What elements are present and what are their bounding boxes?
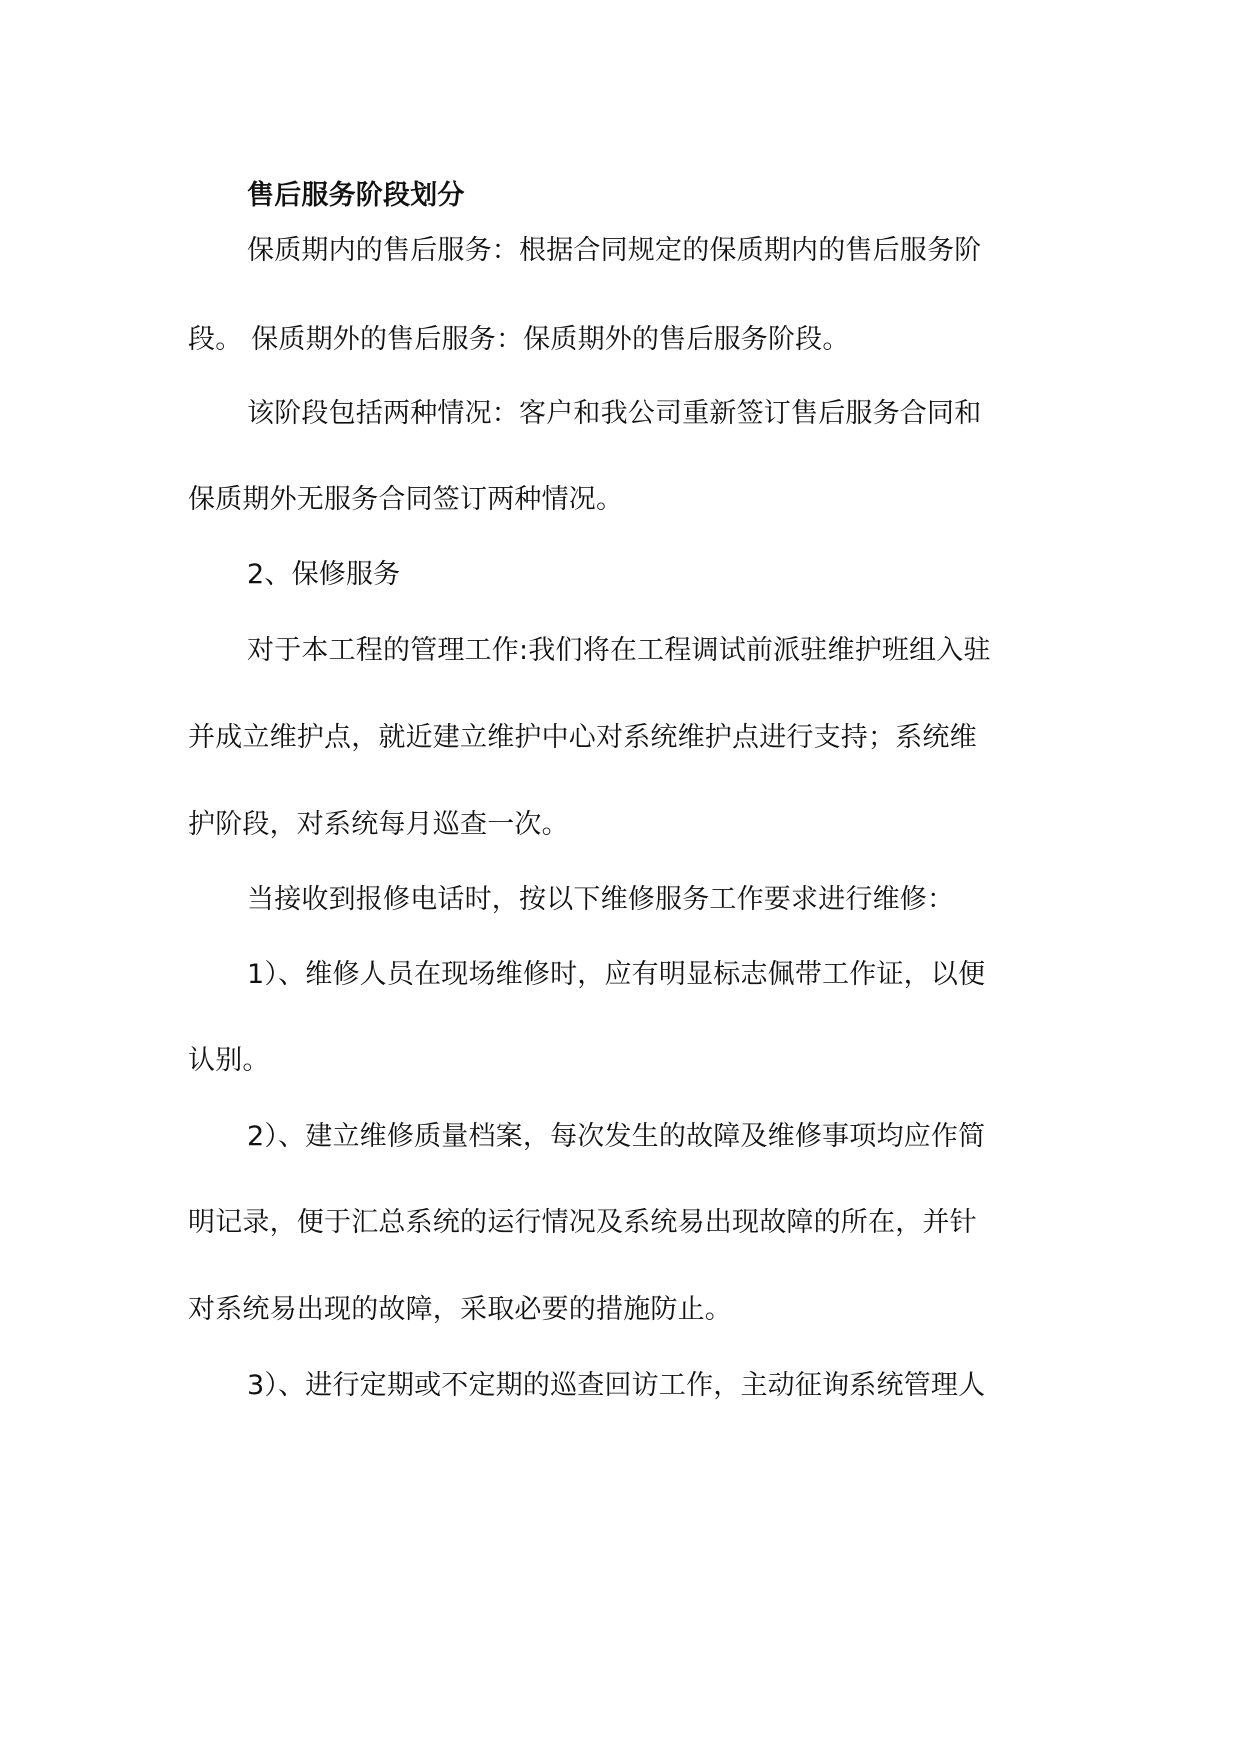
section-heading: 售后服务阶段划分 xyxy=(247,180,465,211)
paragraph-line: 当接收到报修电话时，按以下维修服务工作要求进行维修： xyxy=(247,884,955,915)
paragraph-line: 并成立维护点，就近建立维护中心对系统维护点进行支持；系统维 xyxy=(188,722,977,753)
list-item-line: 对系统易出现的故障，采取必要的措施防止。 xyxy=(188,1294,732,1325)
paragraph-line: 该阶段包括两种情况：客户和我公司重新签订售后服务合同和 xyxy=(247,398,982,429)
list-item-line: 1）、维修人员在现场维修时，应有明显标志佩带工作证，以便 xyxy=(247,959,986,990)
subsection-heading: 2、保修服务 xyxy=(247,559,401,590)
paragraph-line: 对于本工程的管理工作:我们将在工程调试前派驻维护班组入驻 xyxy=(247,635,991,666)
list-item-line: 3）、进行定期或不定期的巡查回访工作，主动征询系统管理人 xyxy=(247,1370,986,1401)
list-item-line: 2）、建立维修质量档案，每次发生的故障及维修事项均应作简 xyxy=(247,1121,986,1152)
paragraph-line: 段。 保质期外的售后服务：保质期外的售后服务阶段。 xyxy=(188,324,850,355)
list-item-line: 明记录，便于汇总系统的运行情况及系统易出现故障的所在，并针 xyxy=(188,1207,977,1238)
paragraph-line: 保质期外无服务合同签订两种情况。 xyxy=(188,484,624,515)
list-item-line: 认别。 xyxy=(188,1045,270,1076)
paragraph-line: 保质期内的售后服务：根据合同规定的保质期内的售后服务阶 xyxy=(247,235,982,266)
paragraph-line: 护阶段，对系统每月巡查一次。 xyxy=(188,809,569,840)
